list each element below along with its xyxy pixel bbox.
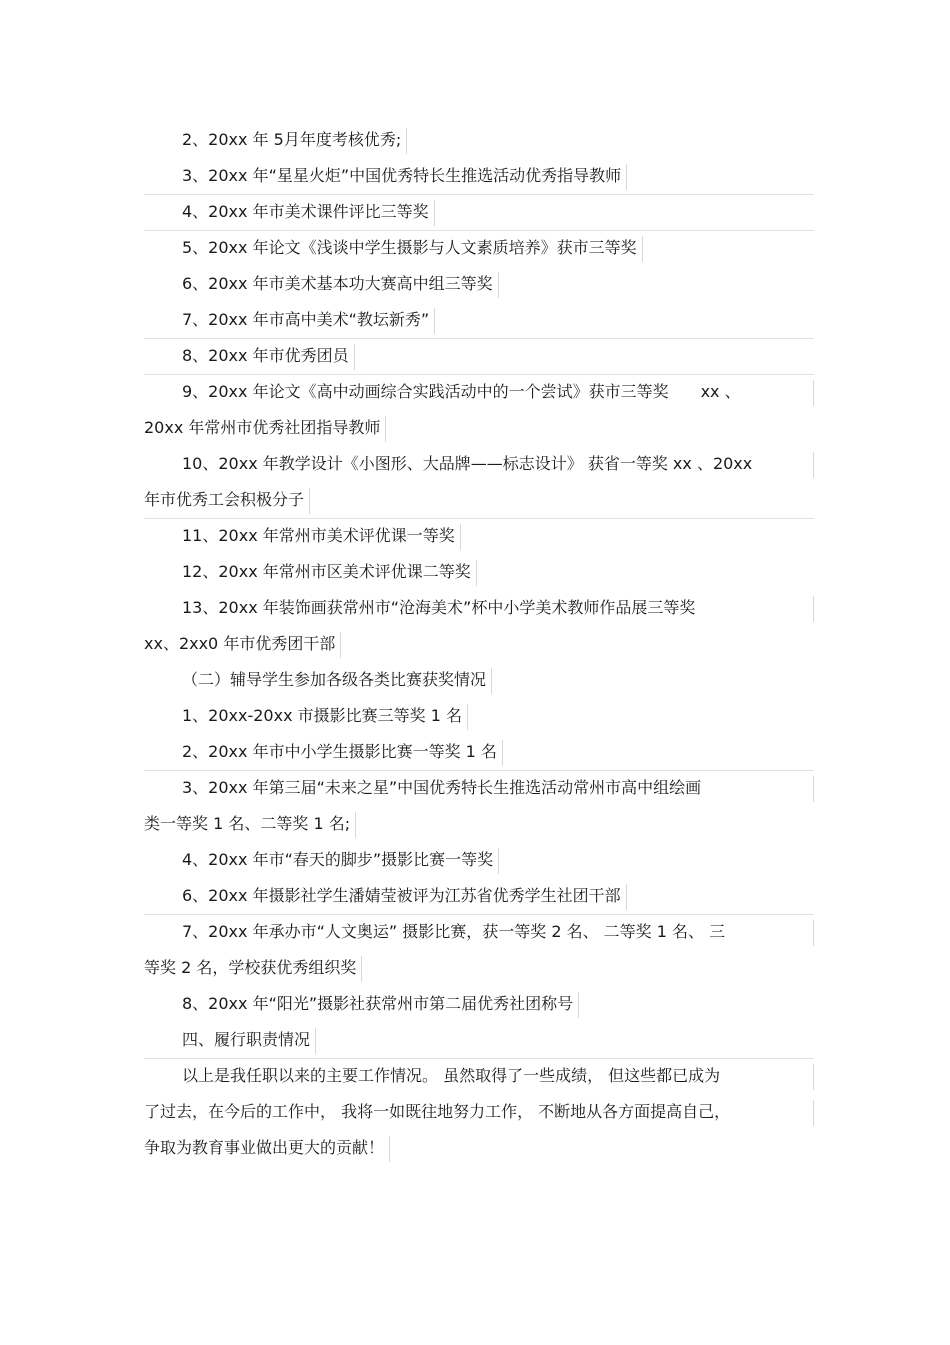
award-line-11: 11、20xx 年常州市美术评优课一等奖 (144, 518, 814, 554)
student-award-line-1: 1、20xx-20xx 市摄影比赛三等奖 1 名 (144, 698, 814, 734)
student-award-line-3: 3、20xx 年第三届“未来之星”中国优秀特长生推选活动常州市高中组绘画 (144, 770, 814, 806)
summary-paragraph-line-2: 了过去，在今后的工作中， 我将一如既往地努力工作， 不断地从各方面提高自己， (144, 1094, 814, 1130)
award-line-2: 2、20xx 年 5月年度考核优秀; (144, 122, 814, 158)
award-line-6: 6、20xx 年市美术基本功大赛高中组三等奖 (144, 266, 814, 302)
award-line-10: 10、20xx 年教学设计《小图形、大品牌——标志设计》 获省一等奖 xx 、20xx (144, 446, 814, 482)
award-line-3: 3、20xx 年“星星火炬”中国优秀特长生推选活动优秀指导教师 (144, 158, 814, 194)
summary-paragraph-line-1: 以上是我任职以来的主要工作情况。 虽然取得了一些成绩， 但这些都已成为 (144, 1058, 814, 1094)
award-line-9: 9、20xx 年论文《高中动画综合实践活动中的一个尝试》获市三等奖 xx 、 (144, 374, 814, 410)
award-line-10-cont: 年市优秀工会积极分子 (144, 482, 814, 518)
student-award-line-6: 6、20xx 年摄影社学生潘婧莹被评为江苏省优秀学生社团干部 (144, 878, 814, 914)
student-award-line-7-cont: 等奖 2 名，学校获优秀组织奖 (144, 950, 814, 986)
award-line-7: 7、20xx 年市高中美术“教坛新秀” (144, 302, 814, 338)
student-award-line-8: 8、20xx 年“阳光”摄影社获常州市第二届优秀社团称号 (144, 986, 814, 1022)
section-heading-student-awards: （二）辅导学生参加各级各类比赛获奖情况 (144, 662, 814, 698)
document-body (144, 122, 814, 1166)
award-line-8: 8、20xx 年市优秀团员 (144, 338, 814, 374)
award-line-12: 12、20xx 年常州市区美术评优课二等奖 (144, 554, 814, 590)
award-line-13-cont: xx、2xx0 年市优秀团干部 (144, 626, 814, 662)
award-line-4: 4、20xx 年市美术课件评比三等奖 (144, 194, 814, 230)
summary-paragraph-line-3: 争取为教育事业做出更大的贡献！ (144, 1130, 814, 1166)
student-award-line-3-cont: 类一等奖 1 名、二等奖 1 名; (144, 806, 814, 842)
award-line-13: 13、20xx 年装饰画获常州市“沧海美术”杯中小学美术教师作品展三等奖 (144, 590, 814, 626)
award-line-5: 5、20xx 年论文《浅谈中学生摄影与人文素质培养》获市三等奖 (144, 230, 814, 266)
award-line-9-cont: 20xx 年常州市优秀社团指导教师 (144, 410, 814, 446)
student-award-line-2: 2、20xx 年市中小学生摄影比赛一等奖 1 名 (144, 734, 814, 770)
student-award-line-7: 7、20xx 年承办市“人文奥运” 摄影比赛，获一等奖 2 名、 二等奖 1 名、 三 (144, 914, 814, 950)
student-award-line-4: 4、20xx 年市“春天的脚步”摄影比赛一等奖 (144, 842, 814, 878)
section-heading-duties: 四、履行职责情况 (144, 1022, 814, 1058)
